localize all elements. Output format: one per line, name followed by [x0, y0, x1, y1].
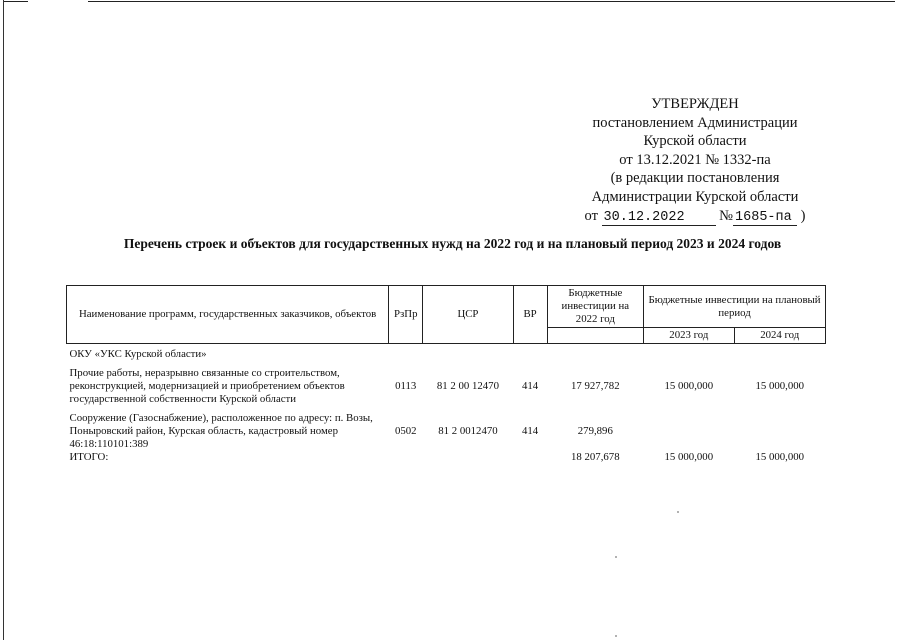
total-empty [389, 451, 423, 464]
row-name: Сооружение (Газоснабжение), расположенное по адресу: п. Возы, Поныровский район, Курская область, кадастровый номер 46:18:110101:389 [69, 412, 373, 450]
row-vr: 414 [522, 425, 539, 437]
header-vr: ВР [513, 286, 547, 344]
row-2024 [734, 412, 825, 451]
total-2024: 15 000,000 [755, 451, 805, 463]
approval-line: постановлением Администрации [592, 114, 798, 131]
total-empty [423, 451, 513, 464]
header-planned-period: Бюджетные инвестиции на плановый период [644, 286, 826, 328]
scan-artifact [677, 511, 679, 513]
header-rzpr: РзПр [389, 286, 423, 344]
row-rzpr: 0113 [395, 380, 417, 392]
investment-table [66, 285, 826, 464]
table-row-total [67, 451, 826, 464]
row-2022: 17 927,782 [571, 380, 620, 392]
row-vr: 414 [522, 380, 539, 392]
row-2024: 15 000,000 [755, 380, 805, 392]
table-header-row [67, 286, 826, 328]
approval-line: Курской области [643, 133, 747, 150]
approval-suffix: ) [800, 207, 806, 224]
approval-line: от 13.12.2021 № 1332-па [619, 151, 771, 168]
header-year-2022 [547, 328, 644, 344]
row-2022: 279,896 [577, 425, 613, 437]
total-2023: 15 000,000 [664, 451, 714, 463]
header-year-2023: 2023 год [644, 328, 734, 344]
approval-edition-line [555, 207, 835, 226]
approval-stamp [555, 95, 835, 226]
scan-border-left [3, 0, 4, 640]
header-year-2024: 2024 год [734, 328, 825, 344]
table-row [67, 367, 826, 406]
header-name: Наименование программ, государственных заказчиков, объектов [67, 286, 389, 344]
row-name: Прочие работы, неразрывно связанные со строительством, реконструкцией, модернизацией и приобретением объектов государственной собственности Курской области [69, 367, 345, 405]
row-csr: 81 2 00 12470 [436, 380, 499, 392]
total-label: ИТОГО: [69, 451, 109, 463]
table-row-customer [67, 344, 826, 362]
approval-heading: УТВЕРЖДЕН [651, 96, 739, 112]
approval-date-field: 30.12.2022 [602, 211, 716, 226]
scan-artifact [615, 635, 617, 637]
scan-border-top [4, 1, 895, 2]
header-csr: ЦСР [423, 286, 513, 344]
row-2023: 15 000,000 [664, 380, 714, 392]
scan-border-gap [28, 0, 88, 3]
row-rzpr: 0502 [394, 425, 417, 437]
total-empty [513, 451, 547, 464]
customer-name: ОКУ «УКС Курской области» [69, 348, 207, 360]
approval-number-sign: № [719, 207, 734, 224]
approval-prefix: от [584, 207, 598, 224]
header-budget-2022: Бюджетные инвестиции на 2022 год [547, 286, 644, 328]
row-2023 [644, 412, 734, 451]
document-title: Перечень строек и объектов для государственных нужд на 2022 год и на плановый период 2023 и 2024 годов [123, 236, 782, 251]
row-csr: 81 2 0012470 [438, 425, 498, 437]
approval-line: Администрации Курской области [591, 188, 799, 205]
scan-artifact [615, 556, 617, 558]
approval-number-field: 1685-па [733, 211, 797, 226]
approval-line: (в редакции постановления [610, 170, 780, 187]
total-2022: 18 207,678 [571, 451, 620, 463]
table-row [67, 412, 826, 451]
